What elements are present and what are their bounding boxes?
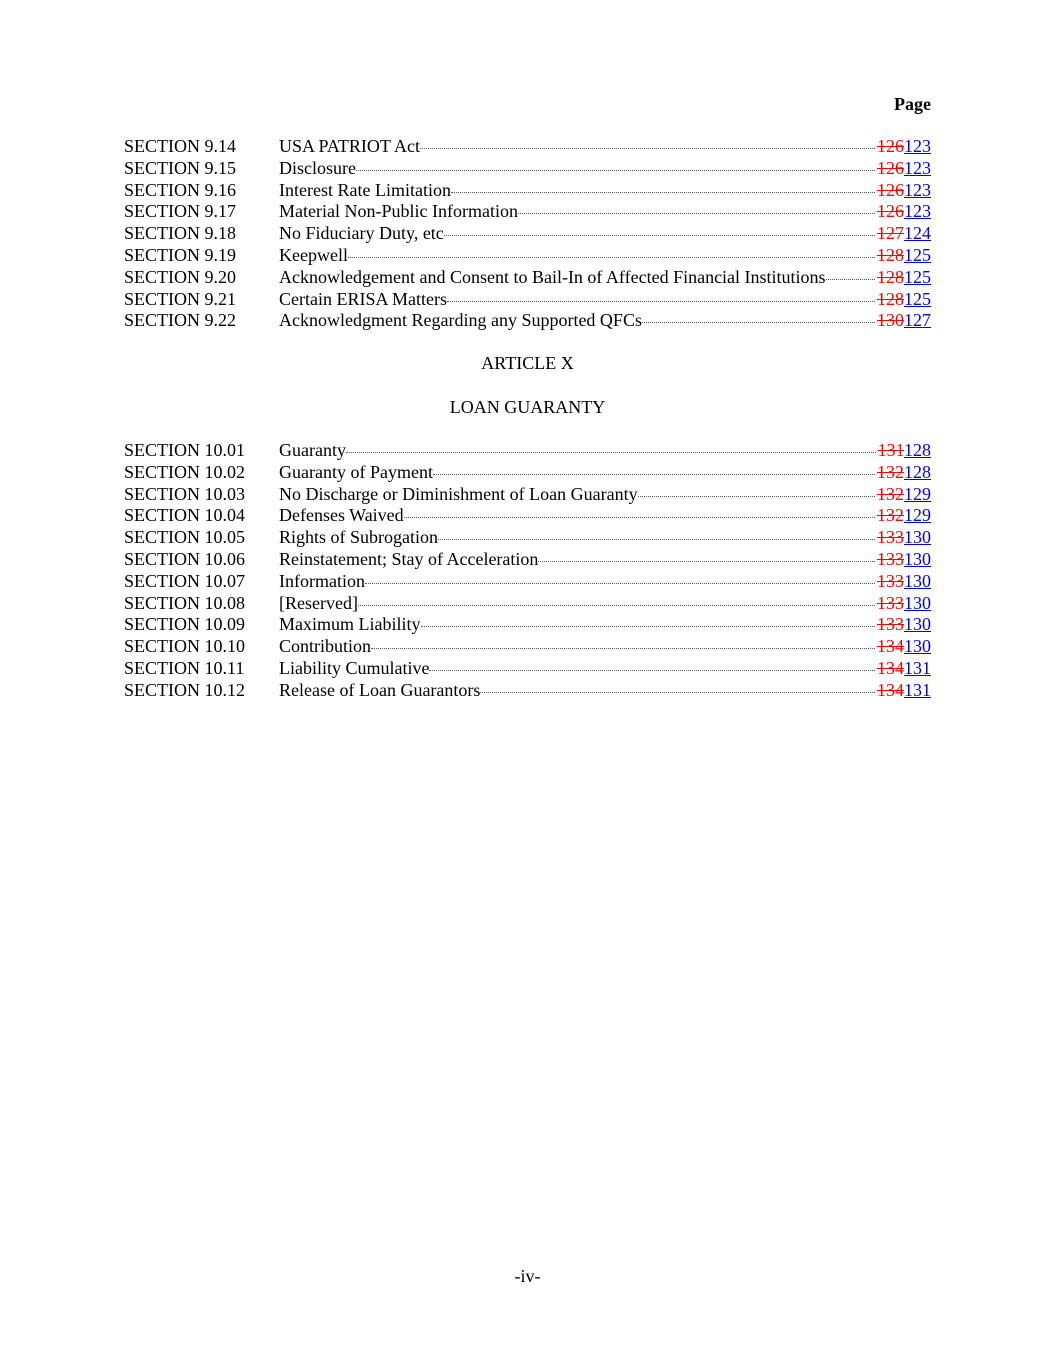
toc-entry — [124, 505, 931, 527]
section-number: SECTION 9.16 — [124, 179, 236, 200]
page-reference — [877, 658, 931, 680]
dot-leader — [429, 670, 875, 671]
page-reference — [877, 462, 931, 484]
page-link[interactable]: 127 — [904, 310, 931, 331]
section-number: SECTION 9.20 — [124, 266, 236, 287]
page-reference — [877, 484, 931, 506]
page-link[interactable]: 125 — [904, 288, 931, 309]
dot-leader — [538, 561, 875, 562]
toc-entry — [124, 136, 931, 158]
toc-entry — [124, 593, 931, 615]
page-footer-number: -iv- — [514, 1266, 541, 1286]
deleted-page-number: 128 — [877, 266, 904, 287]
page-link[interactable]: 123 — [904, 157, 931, 178]
section-number: SECTION 10.10 — [124, 636, 245, 657]
toc-entry — [124, 223, 931, 245]
toc-entry — [124, 158, 931, 180]
dot-leader — [358, 605, 875, 606]
deleted-page-number: 133 — [877, 614, 904, 635]
section-number: SECTION 9.19 — [124, 244, 236, 265]
deleted-page-number: 133 — [877, 570, 904, 591]
deleted-page-number: 133 — [877, 592, 904, 613]
section-number: SECTION 10.08 — [124, 592, 245, 613]
dot-leader — [348, 257, 875, 258]
page-link[interactable]: 123 — [904, 201, 931, 222]
section-number: SECTION 10.05 — [124, 527, 245, 548]
section-title: Acknowledgement and Consent to Bail-In of Affected Financial Institutions — [279, 266, 826, 287]
article-x-title: LOAN GUARANTY — [449, 397, 606, 417]
section-title: [Reserved] — [279, 592, 358, 613]
deleted-page-number: 134 — [877, 636, 904, 657]
section-title: Maximum Liability — [279, 614, 421, 635]
toc-entry — [124, 245, 931, 267]
deleted-page-number: 132 — [877, 461, 904, 482]
dot-leader — [404, 517, 875, 518]
toc-article-ix-list — [124, 136, 931, 332]
dot-leader — [346, 452, 876, 453]
deleted-page-number: 132 — [877, 505, 904, 526]
section-number: SECTION 9.15 — [124, 157, 236, 178]
section-number: SECTION 9.22 — [124, 310, 236, 331]
dot-leader — [371, 648, 875, 649]
page-reference — [877, 267, 931, 289]
page-reference — [877, 245, 931, 267]
section-number: SECTION 10.03 — [124, 483, 245, 504]
toc-entry — [124, 440, 931, 462]
dot-leader — [420, 148, 875, 149]
deleted-page-number: 126 — [877, 157, 904, 178]
page-reference — [878, 440, 931, 462]
section-title: Keepwell — [279, 244, 348, 265]
deleted-page-number: 132 — [877, 483, 904, 504]
section-number: SECTION 10.01 — [124, 440, 245, 460]
deleted-page-number: 128 — [877, 288, 904, 309]
dot-leader — [444, 235, 875, 236]
page-link[interactable]: 124 — [904, 223, 931, 244]
toc-article-x-list — [124, 440, 931, 702]
toc-entry — [124, 549, 931, 571]
section-title: Reinstatement; Stay of Acceleration — [279, 548, 539, 569]
article-x-label: ARTICLE X — [481, 353, 574, 373]
page-link[interactable]: 129 — [904, 505, 931, 526]
toc-entry — [124, 267, 931, 289]
toc-entry — [124, 636, 931, 658]
page-reference — [877, 505, 931, 527]
page-column-label: Page — [894, 94, 931, 114]
dot-leader — [433, 474, 875, 475]
section-number: SECTION 9.21 — [124, 288, 236, 309]
page-reference — [877, 571, 931, 593]
toc-entry — [124, 180, 931, 202]
section-title: Rights of Subrogation — [279, 527, 439, 548]
section-title: Disclosure — [279, 157, 356, 178]
section-title: Information — [279, 570, 365, 591]
section-title: Certain ERISA Matters — [279, 288, 447, 309]
page-reference — [877, 549, 931, 571]
toc-entry — [124, 571, 931, 593]
page-reference — [877, 593, 931, 615]
page-link[interactable]: 130 — [904, 614, 931, 635]
deleted-page-number: 127 — [877, 223, 904, 244]
page-link[interactable]: 125 — [904, 266, 931, 287]
deleted-page-number: 126 — [877, 201, 904, 222]
page-reference — [877, 527, 931, 549]
page-reference — [877, 158, 931, 180]
toc-entry — [124, 680, 931, 702]
toc-entry — [124, 201, 931, 223]
page-link[interactable]: 130 — [904, 570, 931, 591]
dot-leader — [356, 170, 875, 171]
section-number: SECTION 9.14 — [124, 136, 236, 156]
page-link[interactable]: 123 — [904, 136, 931, 156]
deleted-page-number: 128 — [877, 244, 904, 265]
dot-leader — [447, 301, 875, 302]
page-reference — [877, 310, 931, 332]
section-title: Liability Cumulative — [279, 657, 430, 678]
page-reference — [877, 136, 931, 158]
page-reference — [877, 636, 931, 658]
toc-entry — [124, 527, 931, 549]
page-reference — [877, 201, 931, 223]
section-number: SECTION 9.17 — [124, 201, 236, 222]
toc-entry — [124, 484, 931, 506]
toc-entry — [124, 614, 931, 636]
page-reference — [877, 614, 931, 636]
dot-leader — [518, 213, 875, 214]
section-title: No Fiduciary Duty, etc — [279, 223, 444, 244]
deleted-page-number: 133 — [877, 527, 904, 548]
deleted-page-number: 126 — [877, 179, 904, 200]
page-reference — [877, 223, 931, 245]
dot-leader — [421, 626, 876, 627]
section-number: SECTION 9.18 — [124, 223, 236, 244]
section-title: Guaranty of Payment — [279, 461, 433, 482]
deleted-page-number: 126 — [877, 136, 904, 156]
section-title: Guaranty — [279, 440, 346, 460]
deleted-page-number: 134 — [877, 679, 904, 700]
section-title: Acknowledgment Regarding any Supported QFCs — [279, 310, 642, 331]
page-link[interactable]: 131 — [904, 657, 931, 678]
dot-leader — [365, 583, 875, 584]
section-number: SECTION 10.09 — [124, 614, 245, 635]
dot-leader — [451, 192, 875, 193]
section-title: No Discharge or Diminishment of Loan Guaranty — [279, 483, 638, 504]
dot-leader — [438, 539, 875, 540]
toc-entry — [124, 310, 931, 332]
dot-leader — [642, 322, 875, 323]
section-number: SECTION 10.11 — [124, 657, 245, 678]
dot-leader — [826, 279, 875, 280]
page-link[interactable]: 123 — [904, 179, 931, 200]
deleted-page-number: 134 — [877, 657, 904, 678]
page-link[interactable]: 128 — [904, 440, 931, 460]
page-link[interactable]: 131 — [904, 679, 931, 700]
dot-leader — [480, 692, 875, 693]
page-link[interactable]: 125 — [904, 244, 931, 265]
section-number: SECTION 10.02 — [124, 461, 245, 482]
page-link[interactable]: 130 — [904, 548, 931, 569]
page-reference — [877, 680, 931, 702]
section-title: Interest Rate Limitation — [279, 179, 451, 200]
section-number: SECTION 10.04 — [124, 505, 245, 526]
section-title: Contribution — [279, 636, 372, 657]
section-title: Release of Loan Guarantors — [279, 679, 481, 700]
section-title: Defenses Waived — [279, 505, 404, 526]
section-number: SECTION 10.06 — [124, 548, 245, 569]
page-link[interactable]: 130 — [904, 636, 931, 657]
page-reference — [877, 289, 931, 311]
deleted-page-number: 131 — [877, 440, 904, 460]
page-reference — [877, 180, 931, 202]
deleted-page-number: 130 — [877, 310, 904, 331]
page-link[interactable]: 128 — [904, 461, 931, 482]
page-link[interactable]: 129 — [904, 483, 931, 504]
toc-entry — [124, 658, 931, 680]
dot-leader — [638, 496, 875, 497]
toc-entry — [124, 462, 931, 484]
deleted-page-number: 133 — [877, 548, 904, 569]
section-number: SECTION 10.12 — [124, 679, 245, 700]
toc-entry — [124, 289, 931, 311]
section-title: USA PATRIOT Act — [279, 136, 421, 156]
section-title: Material Non-Public Information — [279, 201, 518, 222]
page-link[interactable]: 130 — [904, 527, 931, 548]
page-link[interactable]: 130 — [904, 592, 931, 613]
section-number: SECTION 10.07 — [124, 570, 245, 591]
